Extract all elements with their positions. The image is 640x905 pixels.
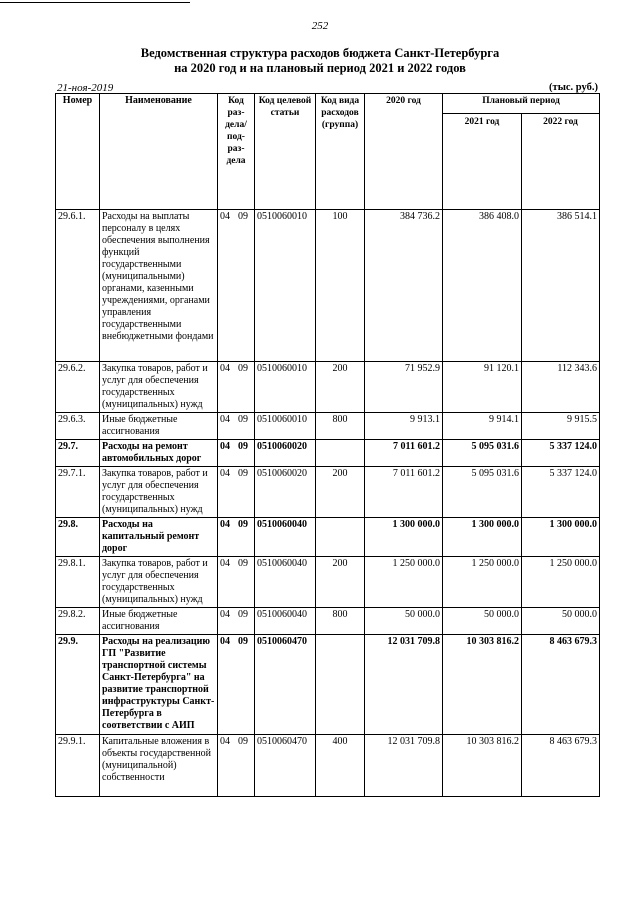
table-row xyxy=(56,210,600,362)
row-name: Расходы на ремонт автомобильных дорог xyxy=(100,440,218,467)
row-target-code: 0510060040 xyxy=(255,557,316,608)
row-amount-2022: 8 463 679.3 xyxy=(522,735,600,797)
row-amount-2022: 50 000.0 xyxy=(522,608,600,635)
razdel-code: 04 xyxy=(220,558,230,569)
row-razdel-code xyxy=(218,413,255,440)
units-label: (тыс. руб.) xyxy=(549,82,598,93)
row-amount-2020: 1 300 000.0 xyxy=(365,518,443,557)
row-target-code: 0510060010 xyxy=(255,413,316,440)
row-vid-code: 200 xyxy=(316,362,365,413)
row-amount-2021: 10 303 816.2 xyxy=(443,735,522,797)
podrazdel-code: 09 xyxy=(238,519,248,530)
table-body xyxy=(56,94,600,797)
row-razdel-code xyxy=(218,467,255,518)
document-title xyxy=(0,46,640,76)
row-target-code: 0510060040 xyxy=(255,608,316,635)
table-row xyxy=(56,362,600,413)
row-target-code: 0510060040 xyxy=(255,518,316,557)
row-target-code: 0510060470 xyxy=(255,635,316,735)
table-row xyxy=(56,440,600,467)
podrazdel-code: 09 xyxy=(238,468,248,479)
row-name: Закупка товаров, работ и услуг для обеспечения государственных (муниципальных) нужд xyxy=(100,557,218,608)
row-amount-2021: 50 000.0 xyxy=(443,608,522,635)
row-vid-code: 400 xyxy=(316,735,365,797)
table-row xyxy=(56,413,600,440)
razdel-code: 04 xyxy=(220,363,230,374)
row-amount-2021: 386 408.0 xyxy=(443,210,522,362)
row-amount-2022: 1 250 000.0 xyxy=(522,557,600,608)
row-amount-2020: 7 011 601.2 xyxy=(365,467,443,518)
row-vid-code xyxy=(316,440,365,467)
row-target-code: 0510060020 xyxy=(255,440,316,467)
row-target-code: 0510060020 xyxy=(255,467,316,518)
razdel-code: 04 xyxy=(220,468,230,479)
row-amount-2021: 5 095 031.6 xyxy=(443,440,522,467)
podrazdel-code: 09 xyxy=(238,441,248,452)
row-vid-code: 200 xyxy=(316,557,365,608)
row-number: 29.9.1. xyxy=(56,735,100,797)
row-vid-code xyxy=(316,635,365,735)
row-number: 29.9. xyxy=(56,635,100,735)
razdel-code: 04 xyxy=(220,441,230,452)
row-amount-2020: 12 031 709.8 xyxy=(365,635,443,735)
row-vid-code: 800 xyxy=(316,413,365,440)
row-vid-code xyxy=(316,518,365,557)
header-2020: 2020 год xyxy=(365,94,443,210)
row-amount-2020: 1 250 000.0 xyxy=(365,557,443,608)
row-name: Иные бюджетные ассигнования xyxy=(100,608,218,635)
row-target-code: 0510060010 xyxy=(255,210,316,362)
row-razdel-code xyxy=(218,557,255,608)
row-amount-2021: 5 095 031.6 xyxy=(443,467,522,518)
razdel-code: 04 xyxy=(220,636,230,647)
row-number: 29.8.1. xyxy=(56,557,100,608)
header-vid: Код вида расходов (группа) xyxy=(316,94,365,210)
budget-table xyxy=(55,93,600,797)
row-amount-2022: 9 915.5 xyxy=(522,413,600,440)
row-number: 29.6.3. xyxy=(56,413,100,440)
row-razdel-code xyxy=(218,735,255,797)
row-number: 29.6.1. xyxy=(56,210,100,362)
header-name: Наименование xyxy=(100,94,218,210)
row-number: 29.7.1. xyxy=(56,467,100,518)
table-row xyxy=(56,635,600,735)
row-razdel-code xyxy=(218,518,255,557)
row-razdel-code xyxy=(218,362,255,413)
table-row xyxy=(56,735,600,797)
header-plan-period: Плановый период xyxy=(443,94,600,114)
table-row xyxy=(56,557,600,608)
razdel-code: 04 xyxy=(220,211,230,222)
table-row xyxy=(56,467,600,518)
row-name: Расходы на выплаты персоналу в целях обеспечения выполнения функций государственными (муниципальными) органами, казенными учреждениями, органами управления государственными внебюджетными фондами xyxy=(100,210,218,362)
header-row-1 xyxy=(56,94,600,114)
row-name: Расходы на капитальный ремонт дорог xyxy=(100,518,218,557)
row-amount-2022: 1 300 000.0 xyxy=(522,518,600,557)
row-amount-2020: 7 011 601.2 xyxy=(365,440,443,467)
row-amount-2020: 384 736.2 xyxy=(365,210,443,362)
row-amount-2022: 5 337 124.0 xyxy=(522,467,600,518)
podrazdel-code: 09 xyxy=(238,414,248,425)
row-name: Расходы на реализацию ГП "Развитие транспортной системы Санкт-Петербурга" на развитие транспортной инфраструктуры Санкт-Петербурга в соответствии с АИП xyxy=(100,635,218,735)
row-name: Закупка товаров, работ и услуг для обеспечения государственных (муниципальных) нужд xyxy=(100,362,218,413)
row-amount-2022: 112 343.6 xyxy=(522,362,600,413)
row-vid-code: 200 xyxy=(316,467,365,518)
row-razdel-code xyxy=(218,608,255,635)
row-number: 29.6.2. xyxy=(56,362,100,413)
row-razdel-code xyxy=(218,440,255,467)
podrazdel-code: 09 xyxy=(238,609,248,620)
row-vid-code: 800 xyxy=(316,608,365,635)
row-amount-2022: 5 337 124.0 xyxy=(522,440,600,467)
header-2021: 2021 год xyxy=(443,114,522,210)
razdel-code: 04 xyxy=(220,414,230,425)
header-2022: 2022 год xyxy=(522,114,600,210)
row-target-code: 0510060470 xyxy=(255,735,316,797)
title-line-2: на 2020 год и на плановый период 2021 и 2022 годов xyxy=(174,61,466,75)
row-razdel-code xyxy=(218,210,255,362)
row-amount-2022: 386 514.1 xyxy=(522,210,600,362)
page-number: 252 xyxy=(311,20,329,32)
row-amount-2020: 50 000.0 xyxy=(365,608,443,635)
row-amount-2020: 12 031 709.8 xyxy=(365,735,443,797)
row-number: 29.7. xyxy=(56,440,100,467)
razdel-code: 04 xyxy=(220,609,230,620)
podrazdel-code: 09 xyxy=(238,736,248,747)
row-amount-2022: 8 463 679.3 xyxy=(522,635,600,735)
row-amount-2021: 1 250 000.0 xyxy=(443,557,522,608)
row-amount-2021: 1 300 000.0 xyxy=(443,518,522,557)
podrazdel-code: 09 xyxy=(238,363,248,374)
row-vid-code: 100 xyxy=(316,210,365,362)
table-row xyxy=(56,608,600,635)
header-target: Код целевой статьи xyxy=(255,94,316,210)
row-razdel-code xyxy=(218,635,255,735)
podrazdel-code: 09 xyxy=(238,211,248,222)
row-target-code: 0510060010 xyxy=(255,362,316,413)
row-number: 29.8.2. xyxy=(56,608,100,635)
row-amount-2021: 9 914.1 xyxy=(443,413,522,440)
podrazdel-code: 09 xyxy=(238,636,248,647)
header-razdel: Код раз-дела/ под-раз-дела xyxy=(218,94,255,210)
header-num: Номер xyxy=(56,94,100,210)
razdel-code: 04 xyxy=(220,736,230,747)
row-amount-2020: 9 913.1 xyxy=(365,413,443,440)
razdel-code: 04 xyxy=(220,519,230,530)
podrazdel-code: 09 xyxy=(238,558,248,569)
document-date: 21-ноя-2019 xyxy=(57,82,114,94)
row-number: 29.8. xyxy=(56,518,100,557)
title-line-1: Ведомственная структура расходов бюджета Санкт-Петербурга xyxy=(140,46,500,60)
row-amount-2020: 71 952.9 xyxy=(365,362,443,413)
row-amount-2021: 10 303 816.2 xyxy=(443,635,522,735)
row-name: Иные бюджетные ассигнования xyxy=(100,413,218,440)
top-rule xyxy=(0,2,190,3)
row-name: Закупка товаров, работ и услуг для обеспечения государственных (муниципальных) нужд xyxy=(100,467,218,518)
row-name: Капитальные вложения в объекты государственной (муниципальной) собственности xyxy=(100,735,218,797)
row-amount-2021: 91 120.1 xyxy=(443,362,522,413)
table-row xyxy=(56,518,600,557)
